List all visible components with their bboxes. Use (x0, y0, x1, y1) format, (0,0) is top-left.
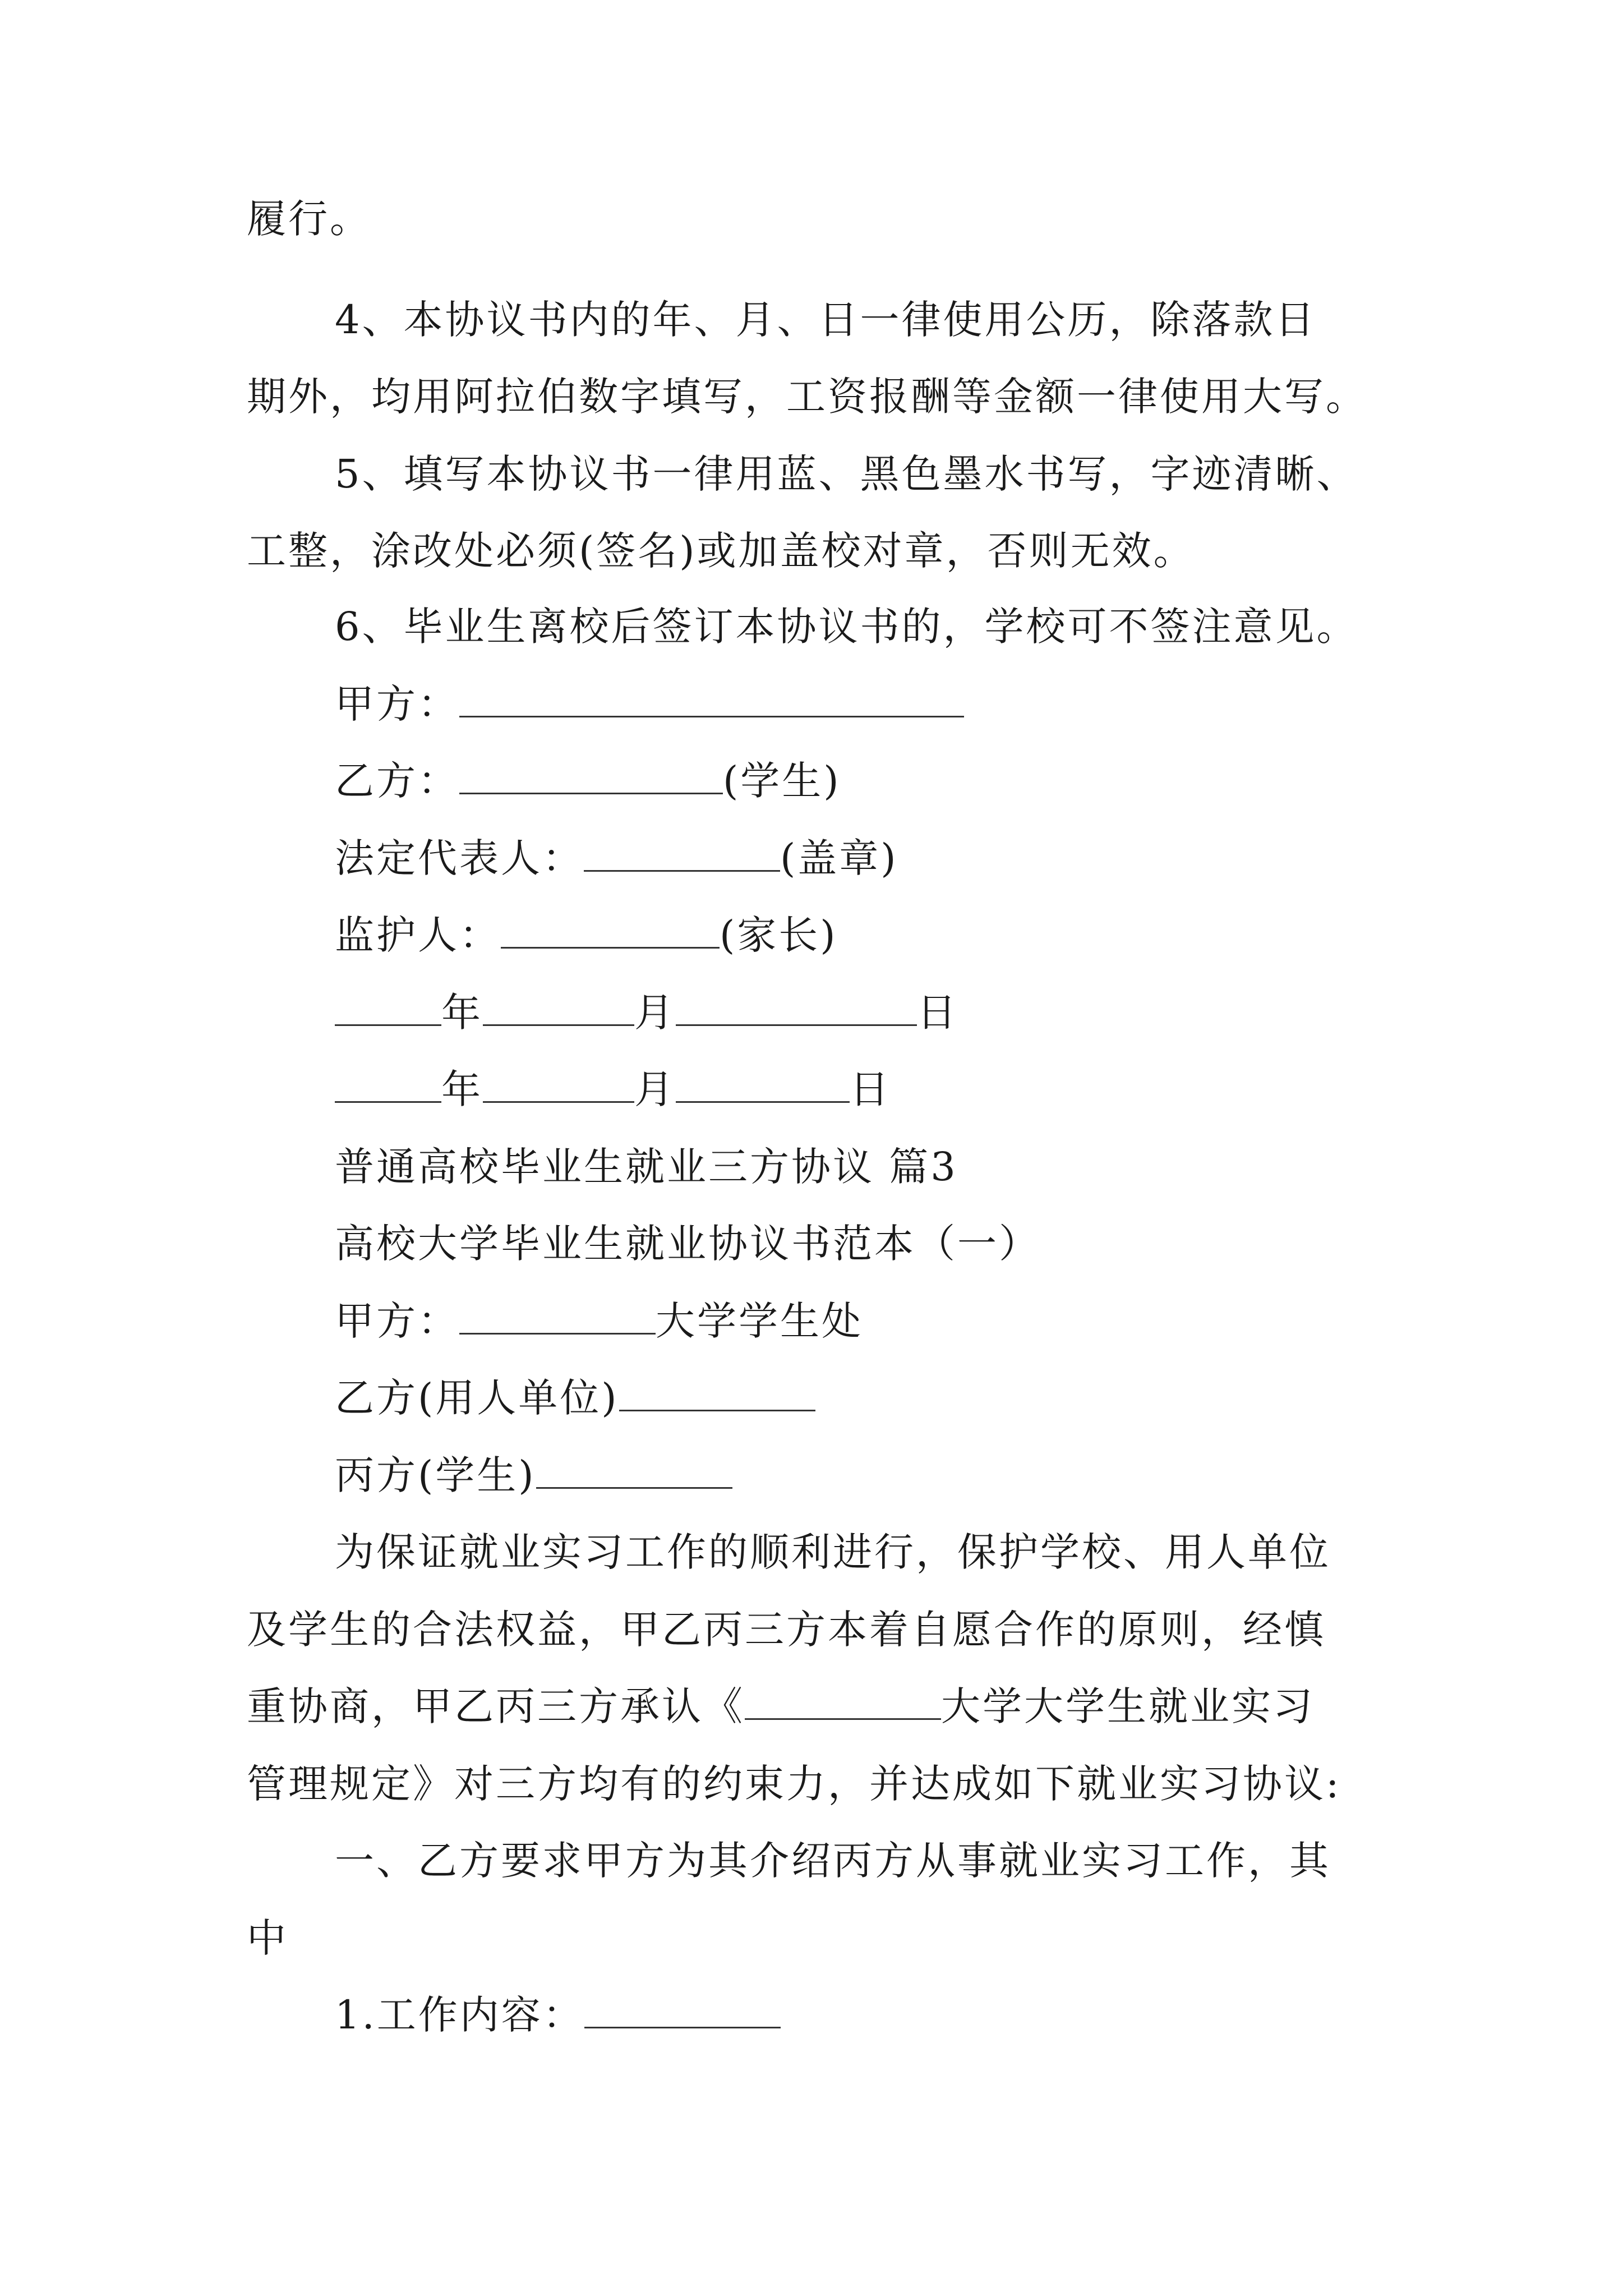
text-line: 6、毕业生离校后签订本协议书的，学校可不签注意见。 (335, 604, 1358, 650)
yi-label: 乙方(用人单位) (335, 1375, 619, 1421)
text-line: 4、本协议书内的年、月、日一律使用公历，除落款日 (335, 297, 1317, 343)
guardian-label: 监护人： (335, 912, 501, 958)
text-line: 为保证就业实习工作的顺利进行，保护学校、用人单位 (335, 1529, 1331, 1575)
year-label: 年 (441, 1066, 483, 1112)
bing-line (335, 1450, 732, 1501)
month-blank[interactable] (483, 1064, 634, 1103)
section-title: 普通高校毕业生就业三方协议 篇3 (335, 1144, 958, 1190)
year-blank[interactable] (335, 987, 441, 1026)
item1-blank[interactable] (584, 1990, 781, 2028)
guardian-suffix: (家长) (720, 912, 838, 958)
date-line-1 (335, 987, 958, 1038)
guardian-line (335, 910, 838, 960)
guardian-blank[interactable] (501, 910, 720, 949)
university-blank[interactable] (745, 1681, 941, 1720)
legal-rep-label: 法定代表人： (335, 835, 584, 881)
party-b-label: 乙方： (335, 758, 459, 804)
month-label: 月 (634, 990, 676, 1036)
legal-rep-line (335, 833, 898, 884)
jia-blank[interactable] (459, 1296, 656, 1335)
legal-rep-blank[interactable] (584, 833, 780, 872)
day-blank[interactable] (676, 1064, 850, 1103)
month-blank[interactable] (483, 987, 634, 1026)
jia-suffix: 大学学生处 (656, 1298, 863, 1344)
p3-start: 重协商，甲乙丙三方承认《 (247, 1683, 745, 1729)
month-label: 月 (634, 1066, 676, 1112)
party-a-label: 甲方： (335, 681, 459, 727)
text-line: 5、填写本协议书一律用蓝、黑色墨水书写，字迹清晰、 (335, 451, 1358, 497)
text-line: 中 (247, 1915, 288, 1961)
yi-blank[interactable] (619, 1373, 815, 1411)
text-line: 及学生的合法权益，甲乙丙三方本着自愿合作的原则，经慎 (247, 1607, 1326, 1653)
bing-label: 丙方(学生) (335, 1452, 536, 1498)
legal-rep-suffix: (盖章) (780, 835, 898, 881)
jia-line (335, 1296, 863, 1346)
day-label: 日 (850, 1066, 891, 1112)
item1-line (335, 1990, 781, 2040)
jia-label: 甲方： (335, 1298, 459, 1344)
year-blank[interactable] (335, 1064, 441, 1103)
year-label: 年 (441, 990, 483, 1036)
p3-end: 大学大学生就业实习 (941, 1683, 1315, 1729)
text-line: 期外，均用阿拉伯数字填写，工资报酬等金额一律使用大写。 (247, 374, 1367, 420)
party-b-blank[interactable] (459, 756, 723, 794)
text-line (247, 1681, 1315, 1732)
date-line-2 (335, 1064, 891, 1115)
item1-label: 1.工作内容： (335, 1992, 584, 2038)
text-line: 工整，涂改处必须(签名)或加盖校对章，否则无效。 (247, 528, 1195, 574)
party-b-line (335, 756, 841, 806)
text-line: 一、乙方要求甲方为其介绍丙方从事就业实习工作，其 (335, 1838, 1331, 1884)
yi-line (335, 1373, 815, 1423)
party-a-line (335, 679, 964, 729)
day-label: 日 (917, 990, 958, 1036)
party-b-suffix: (学生) (723, 758, 841, 804)
party-a-blank[interactable] (459, 679, 964, 717)
bing-blank[interactable] (536, 1450, 732, 1489)
sample-title: 高校大学毕业生就业协议书范本（一） (335, 1221, 1040, 1267)
day-blank[interactable] (676, 987, 917, 1026)
text-line: 履行。 (247, 196, 371, 242)
text-line: 管理规定》对三方均有的约束力，并达成如下就业实习协议: (247, 1761, 1341, 1807)
